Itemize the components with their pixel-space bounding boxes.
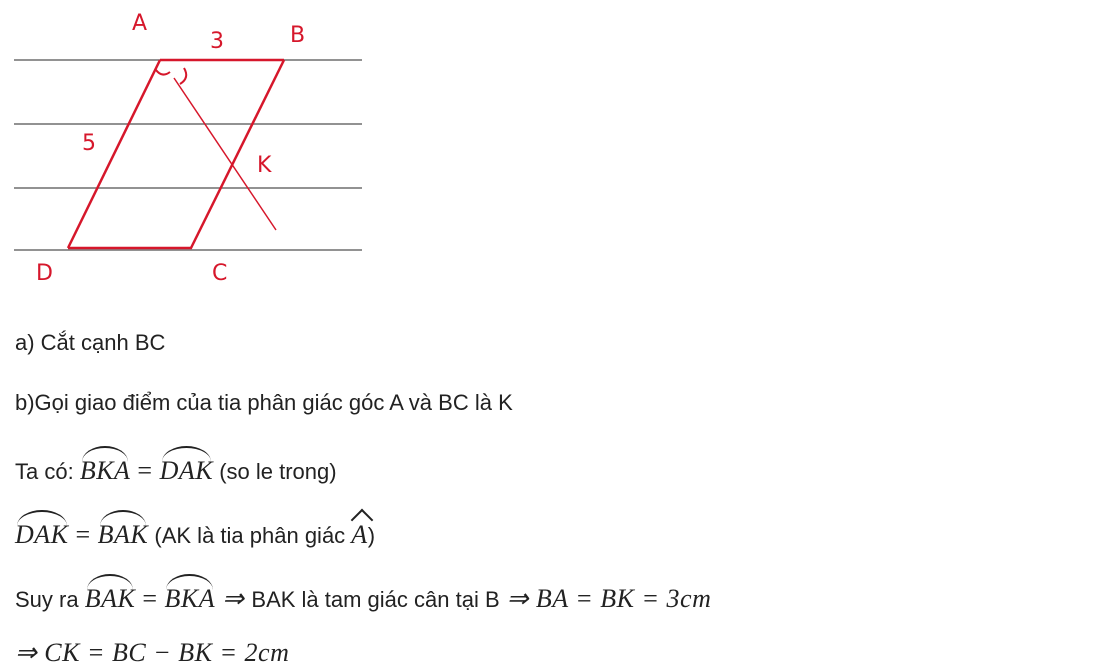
angle-bak: BAK bbox=[98, 514, 149, 550]
angle-bak: BAK bbox=[85, 578, 136, 614]
implies-arrow: ⇒ bbox=[499, 584, 536, 613]
angle-a-hat: A bbox=[351, 514, 367, 550]
line-6 bbox=[15, 638, 289, 669]
equals-sign: = bbox=[135, 584, 165, 613]
line5-prefix: Suy ra bbox=[15, 587, 85, 612]
line-4 bbox=[15, 514, 375, 551]
line5-math-2: BA = BK = 3cm bbox=[535, 584, 712, 613]
part-b-text: b)Gọi giao điểm của tia phân giác góc A và BC là K bbox=[15, 390, 513, 415]
label-d: D bbox=[36, 261, 53, 286]
angle-dak: DAK bbox=[15, 514, 69, 550]
angle-bka: BKA bbox=[80, 450, 131, 486]
line-5 bbox=[15, 578, 711, 615]
implies-arrow: ⇒ bbox=[215, 584, 252, 613]
line3-note: (so le trong) bbox=[213, 459, 337, 484]
label-ad-length: 5 bbox=[82, 131, 96, 156]
line4-close: ) bbox=[367, 523, 376, 548]
line6-math: ⇒ CK = BC − BK = 2cm bbox=[15, 638, 290, 667]
line5-math-1 bbox=[85, 584, 215, 613]
equals-sign: = bbox=[68, 520, 98, 549]
line5-mid: BAK là tam giác cân tại B bbox=[251, 587, 500, 612]
label-b: B bbox=[290, 23, 306, 48]
label-a: A bbox=[132, 11, 148, 36]
parallelogram-sketch bbox=[14, 0, 362, 302]
line3-math bbox=[80, 456, 213, 485]
angle-mark-2 bbox=[180, 68, 186, 84]
equals-sign: = bbox=[130, 456, 160, 485]
label-k: K bbox=[257, 153, 272, 178]
line4-math bbox=[15, 520, 148, 549]
label-ab-length: 3 bbox=[210, 29, 224, 54]
line4-note: (AK là tia phân giác bbox=[148, 523, 352, 548]
hand-drawn-figure bbox=[14, 0, 362, 302]
part-a-text: a) Cắt cạnh BC bbox=[15, 330, 166, 355]
line3-prefix: Ta có: bbox=[15, 459, 80, 484]
label-c: C bbox=[212, 261, 228, 286]
angle-dak: DAK bbox=[160, 450, 214, 486]
angle-mark-1 bbox=[156, 70, 170, 75]
angle-bka: BKA bbox=[164, 578, 215, 614]
line-3 bbox=[15, 450, 337, 487]
